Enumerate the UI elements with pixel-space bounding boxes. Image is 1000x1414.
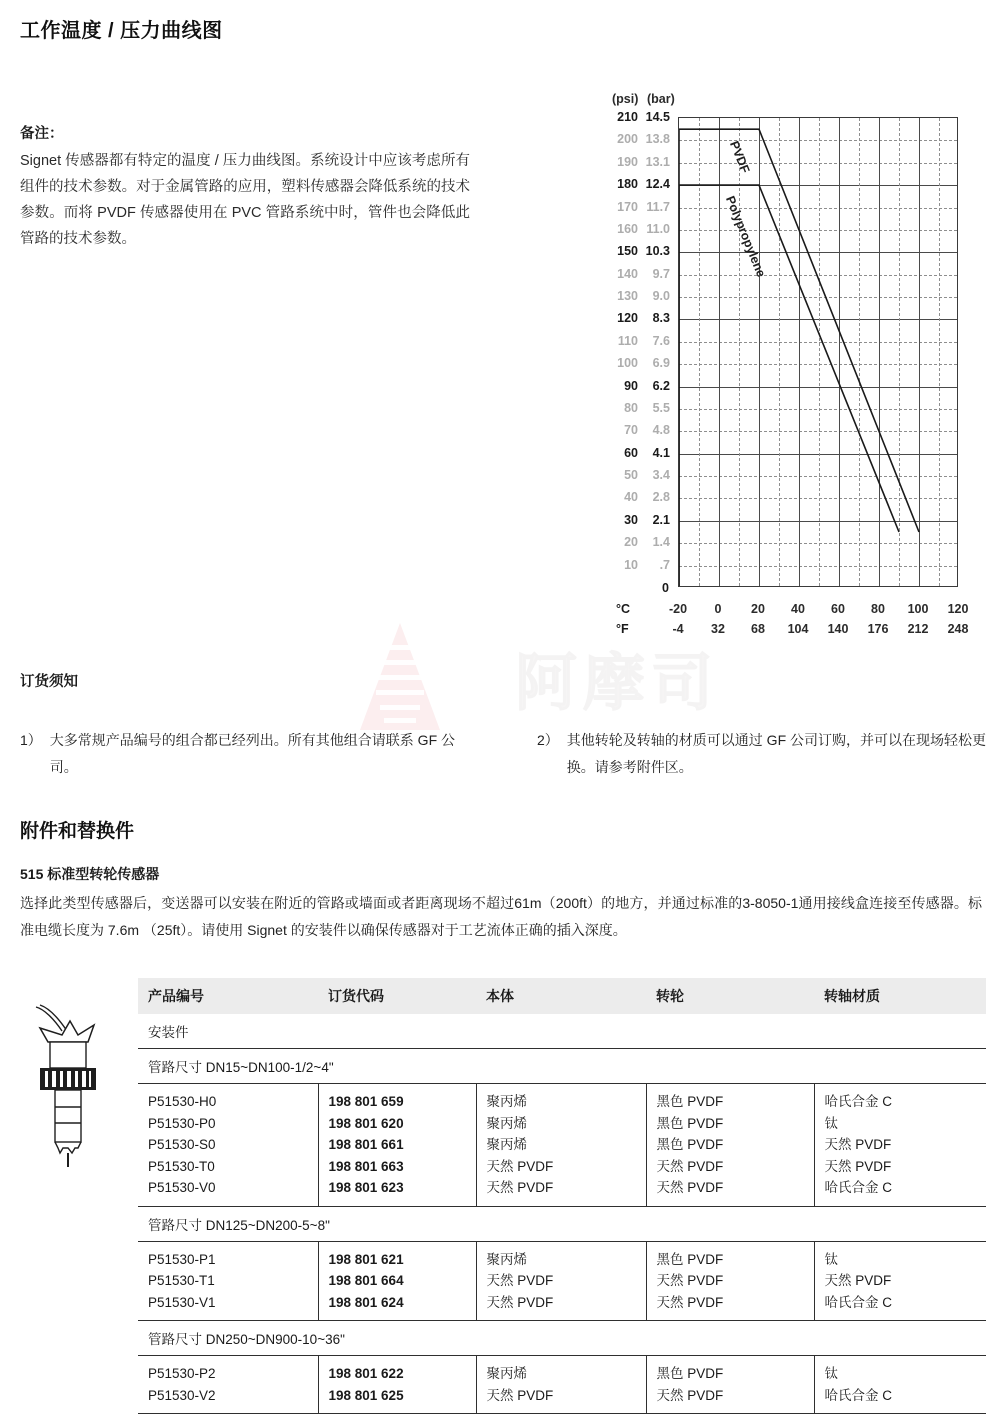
cell-part-number: P51530-P1 xyxy=(148,1251,216,1267)
table-group-label-row xyxy=(138,1014,986,1049)
chart-series-label-polypropylene: Polypropylene xyxy=(722,194,769,280)
chart-plot-area xyxy=(678,117,958,587)
cell-order-code: 198 801 621 xyxy=(318,1249,476,1271)
chart-series-label-pvdf: PVDF xyxy=(727,139,753,176)
cell-order-code: 198 801 624 xyxy=(318,1292,476,1314)
table-sections xyxy=(138,1049,986,1414)
chart-x-tick-f-176: 176 xyxy=(867,622,889,636)
cell-body: 聚丙烯 xyxy=(476,1113,646,1135)
table-row xyxy=(138,1385,986,1407)
chart-x-tick-f-212: 212 xyxy=(907,622,929,636)
accessories-table-head xyxy=(138,978,986,1049)
table-header-body: 本体 xyxy=(476,978,646,1014)
table-data-block xyxy=(138,1355,986,1414)
table-row xyxy=(138,1134,986,1156)
chart-x-tick-f--4: -4 xyxy=(672,622,684,636)
ordering-note-1-number: 1） xyxy=(20,732,42,748)
cell-shaft: 钛 xyxy=(814,1363,986,1385)
ordering-note-2-text: 其他转轮及转轴的材质可以通过 GF 公司订购，并可以在现场轻松更换。请参考附件区。 xyxy=(566,732,987,775)
chart-y-tick-0: 0 xyxy=(662,581,669,595)
cell-shaft: 哈氏合金 C xyxy=(814,1091,986,1113)
cell-part-number: P51530-H0 xyxy=(148,1094,217,1109)
cell-body: 天然 PVDF xyxy=(476,1156,646,1178)
ordering-note-2 xyxy=(537,727,987,781)
cell-order-code: 198 801 623 xyxy=(318,1177,476,1199)
table-block-pad xyxy=(138,1313,986,1320)
accessories-table xyxy=(138,978,986,1414)
cell-body: 聚丙烯 xyxy=(476,1091,646,1113)
cell-shaft: 天然 PVDF xyxy=(814,1156,986,1178)
chart-x-axis xyxy=(616,592,978,642)
note-heading: 备注： xyxy=(20,126,64,142)
cell-part-number: P51530-V2 xyxy=(148,1387,216,1403)
table-block-pad xyxy=(138,1356,986,1363)
accessories-sub-heading: 515 标准型转轮传感器 xyxy=(20,866,160,882)
cell-body: 聚丙烯 xyxy=(476,1363,646,1385)
ordering-heading: 订货须知 xyxy=(20,674,78,690)
table-section-label: 管路尺寸 DN125~DN200-5~8" xyxy=(148,1217,330,1233)
cell-shaft: 哈氏合金 C xyxy=(814,1292,986,1314)
table-section-label-table xyxy=(138,1049,986,1083)
cell-order-code: 198 801 663 xyxy=(318,1156,476,1178)
chart-unit-bar: (bar) xyxy=(647,92,675,106)
sensor-knurled-nut xyxy=(40,1068,96,1090)
table-row xyxy=(138,1292,986,1314)
cell-shaft: 哈氏合金 C xyxy=(814,1177,986,1199)
cell-body: 聚丙烯 xyxy=(476,1249,646,1271)
chart-x-tick-c-20: 20 xyxy=(751,602,765,616)
table-data-block xyxy=(138,1241,986,1322)
cell-rotor: 天然 PVDF xyxy=(646,1156,814,1178)
chart-series-pvdf xyxy=(679,129,919,532)
table-group-label: 安装件 xyxy=(138,1014,986,1049)
cell-shaft: 天然 PVDF xyxy=(814,1134,986,1156)
cell-rotor: 天然 PVDF xyxy=(646,1270,814,1292)
cell-order-code: 198 801 659 xyxy=(318,1091,476,1113)
temperature-pressure-chart: (psi) (bar) 210 14.5 200 13.8 190 13.1 180 12.4 170 11.7 160 11.0 150 10.3 140 9.7 130 9.0 120 8.3 110 7.6 100 6.9 90 6.2 80 5.5 70 4.8 60 4.1 50 3.4 40 2.8 30 2.1 20 1.4 10 .7 0 PVDF Polypropylene °C °F -20 -4 0 32 20 68 40 104 60 140 80 176 100 212 120 248 xyxy=(604,92,994,644)
chart-x-unit-celsius: °C xyxy=(616,602,631,616)
cell-part-number: P51530-P2 xyxy=(148,1366,216,1381)
table-row xyxy=(138,1113,986,1135)
table-header-part-number: 产品编号 xyxy=(138,978,318,1014)
cell-body: 天然 PVDF xyxy=(476,1385,646,1407)
cell-shaft: 哈氏合金 C xyxy=(814,1385,986,1407)
cell-rotor: 天然 PVDF xyxy=(646,1292,814,1314)
table-block-pad xyxy=(138,1406,986,1413)
cell-rotor: 天然 PVDF xyxy=(646,1385,814,1407)
cell-order-code: 198 801 664 xyxy=(318,1270,476,1292)
cell-shaft: 钛 xyxy=(814,1113,986,1135)
accessories-heading: 附件和替换件 xyxy=(20,821,135,842)
cell-rotor: 黑色 PVDF xyxy=(646,1134,814,1156)
cell-body: 天然 PVDF xyxy=(476,1270,646,1292)
chart-x-tick-c-80: 80 xyxy=(871,602,885,616)
cell-part-number: P51530-V1 xyxy=(148,1294,216,1310)
cell-body: 天然 PVDF xyxy=(476,1177,646,1199)
table-row xyxy=(138,1091,986,1113)
chart-series-polypropylene xyxy=(679,185,899,532)
chart-x-tick-f-32: 32 xyxy=(711,622,725,636)
ordering-note-2-number: 2） xyxy=(537,732,559,748)
table-block-pad xyxy=(138,1242,986,1249)
table-row xyxy=(138,1177,986,1199)
cell-part-number: P51530-V0 xyxy=(148,1180,216,1195)
cell-order-code: 198 801 620 xyxy=(318,1113,476,1135)
chart-x-tick-c--20: -20 xyxy=(668,602,688,616)
table-header-shaft: 转轴材质 xyxy=(814,978,986,1014)
cell-body: 聚丙烯 xyxy=(476,1134,646,1156)
table-header-rotor: 转轮 xyxy=(646,978,814,1014)
table-data-block xyxy=(138,1083,986,1207)
table-section-label: 管路尺寸 DN15~DN100-1/2~4" xyxy=(148,1060,334,1075)
table-section-label-row xyxy=(138,1321,986,1355)
cell-rotor: 黑色 PVDF xyxy=(646,1363,814,1385)
cell-rotor: 天然 PVDF xyxy=(646,1177,814,1199)
sensor-illustration xyxy=(14,995,134,1180)
table-section-label-table xyxy=(138,1321,986,1355)
cell-shaft: 天然 PVDF xyxy=(814,1270,986,1292)
ordering-note-1 xyxy=(20,727,475,781)
table-row xyxy=(138,1363,986,1385)
chart-curves xyxy=(679,118,958,587)
cell-part-number: P51530-T0 xyxy=(148,1158,215,1174)
table-row xyxy=(138,1270,986,1292)
table-block-pad xyxy=(138,1199,986,1206)
table-section-label-row xyxy=(138,1049,986,1083)
chart-unit-psi: (psi) xyxy=(612,92,639,106)
cell-rotor: 黑色 PVDF xyxy=(646,1113,814,1135)
page-title: 工作温度 / 压力曲线图 xyxy=(20,20,223,42)
cell-shaft: 钛 xyxy=(814,1249,986,1271)
cell-order-code: 198 801 622 xyxy=(318,1363,476,1385)
note-body: Signet 传感器都有特定的温度 / 压力曲线图。系统设计中应该考虑所有组件的技术参数。对于金属管路的应用，塑料传感器会降低系统的技术参数。而将 PVDF 传感器使用在 PVC 管路系统中时，管件也会降低此管路的技术参数。 xyxy=(20,153,470,247)
table-block-pad xyxy=(138,1084,986,1091)
chart-x-tick-c-120: 120 xyxy=(947,602,969,616)
chart-x-tick-f-68: 68 xyxy=(751,622,765,636)
table-row xyxy=(138,1156,986,1178)
chart-x-tick-f-140: 140 xyxy=(827,622,849,636)
cell-order-code: 198 801 661 xyxy=(318,1134,476,1156)
cell-part-number: P51530-S0 xyxy=(148,1137,216,1152)
chart-x-tick-c-40: 40 xyxy=(791,602,805,616)
chart-x-tick-c-60: 60 xyxy=(831,602,845,616)
table-section-label: 管路尺寸 DN250~DN900-10~36" xyxy=(148,1332,345,1347)
cell-part-number: P51530-T1 xyxy=(148,1273,215,1288)
chart-x-tick-f-248: 248 xyxy=(947,622,969,636)
cell-order-code: 198 801 625 xyxy=(318,1385,476,1407)
chart-x-tick-c-0: 0 xyxy=(714,602,722,616)
chart-x-unit-fahrenheit: °F xyxy=(616,622,629,636)
table-header-order-code: 订货代码 xyxy=(318,978,476,1014)
chart-x-tick-c-100: 100 xyxy=(907,602,929,616)
cell-part-number: P51530-P0 xyxy=(148,1115,216,1131)
watermark-text: 阿摩司 xyxy=(515,646,720,719)
ordering-note-1-text: 大多常规产品编号的组合都已经列出。所有其他组合请联系 GF 公司。 xyxy=(49,732,456,775)
chart-x-tick-f-104: 104 xyxy=(787,622,809,636)
table-header-row xyxy=(138,978,986,1014)
cell-rotor: 黑色 PVDF xyxy=(646,1091,814,1113)
accessories-sub-body: 选择此类型传感器后，变送器可以安装在附近的管路或墙面或者距离现场不超过61m（200ft）的地方，并通过标准的3-8050-1通用接线盒连接至传感器。标准电缆长度为 7.6m （25ft）。请使用 Signet 的安装件以确保传感器对于工艺流体正确的插入深度。 xyxy=(20,895,982,938)
cell-body: 天然 PVDF xyxy=(476,1292,646,1314)
table-section-label-table xyxy=(138,1207,986,1241)
table-section-label-row xyxy=(138,1207,986,1241)
table-row xyxy=(138,1249,986,1271)
cell-rotor: 黑色 PVDF xyxy=(646,1249,814,1271)
